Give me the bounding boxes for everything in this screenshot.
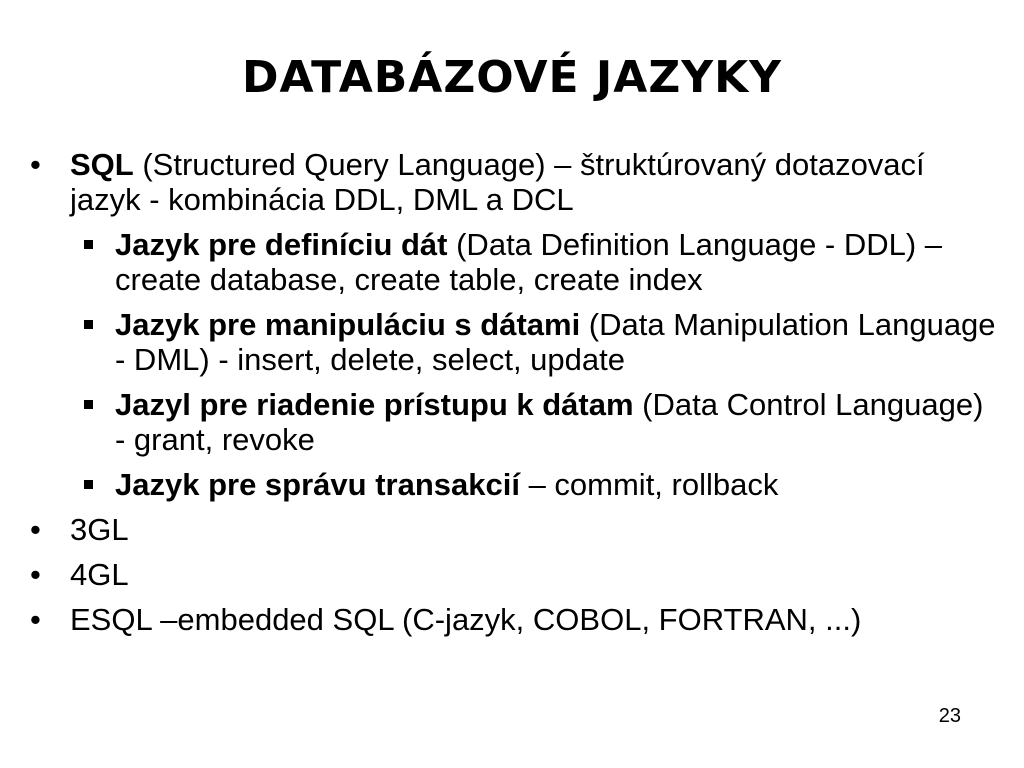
item-bold-text: Jazyk pre manipuláciu s dátami [115,307,581,342]
item-bold-text: Jazyk pre správu transakcií [115,467,520,502]
item-bold-text: SQL [70,147,134,182]
slide-title: DATABÁZOVÉ JAZYKY [241,52,783,103]
item-text: ESQL –embedded SQL (C-jazyk, COBOL, FORTRAN, ...) [70,602,862,637]
item-text: (Structured Query Language) – štruktúrovaný dotazovací jazyk - kombinácia DDL, DML a DCL [70,147,925,217]
list-item-dcl [28,387,998,457]
list-item-ddl [28,227,998,297]
square-bullet-icon [84,400,93,409]
list-item-sql [28,147,998,217]
list-item-4gl [28,557,998,592]
list-item-3gl [28,512,998,547]
item-text: (Data Control Language) - grant, revoke [115,387,984,457]
bullet-icon: • [30,602,41,637]
square-bullet-icon [84,240,93,249]
square-bullet-icon [84,480,93,489]
item-text: 3GL [70,512,129,547]
item-text: (Data Definition Language - DDL) – create database, create table, create index [115,227,943,297]
item-text: – commit, rollback [519,467,779,502]
item-text: 4GL [70,557,129,592]
square-bullet-icon [84,320,93,329]
bullet-icon: • [30,557,41,592]
item-bold-text: Jazyk pre definíciu dát [115,227,448,262]
list-item-transactions [28,467,998,502]
item-bold-text: Jazyl pre riadenie prístupu k dátam [115,387,634,422]
page-number: 23 [938,705,961,727]
list-item-esql [28,602,998,637]
bullet-list [28,147,998,647]
list-item-dml [28,307,998,377]
bullet-icon: • [30,147,41,182]
item-text: (Data Manipulation Language - DML) - insert, delete, select, update [115,307,996,377]
bullet-icon: • [30,512,41,547]
